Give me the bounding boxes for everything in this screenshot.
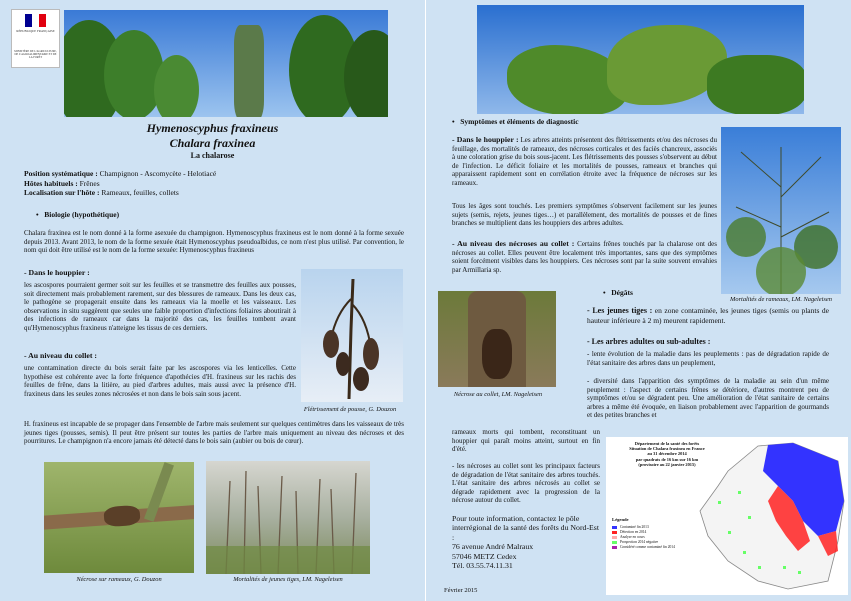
location-value: Rameaux, feuilles, collets bbox=[99, 188, 179, 197]
right-page bbox=[426, 0, 851, 601]
adult-text-1: - lente évolution de la maladie dans les peuplements : pas de dégradation rapide de l'état sanitaire des arbres dans un peuplement, bbox=[587, 350, 829, 367]
right-houppier-text: - Dans le houppier : Les arbres atteints présentent des flétrissements et/ou des nécroses du feuillage, des mortalités de rameaux, des nécroses corticales et des faciès chancreux, associés à une coloration grise du bois sous-jacent. Les flétrissements des pousses s'observent au début de l'infection. Le déficit foliaire et les mortalités de pousses, rameaux et branches qui apparaissent rapidement sont en corrélation étroite avec la fréquence de nécroses sur les rameaux. bbox=[452, 135, 717, 187]
branch-dieback-photo bbox=[721, 127, 841, 294]
legend-swatch-icon bbox=[612, 526, 617, 529]
publication-date: Février 2015 bbox=[444, 587, 478, 594]
left-page bbox=[0, 0, 425, 601]
france-map-icon bbox=[698, 441, 846, 591]
position-label: Position systématique : bbox=[24, 169, 98, 178]
collar-factors-text: - les nécroses au collet sont les principaux facteurs de dégradation de l'état sanitaire des arbres touchés. L'état sanitaire des arbres nécrosés au collet se dégrade rapidement avec la progression de la nécrose autour du collet. bbox=[452, 462, 600, 505]
young-stems-photo bbox=[206, 461, 370, 574]
legend-title: Légende bbox=[612, 517, 629, 522]
chalara-distribution-map bbox=[606, 437, 848, 595]
address-line-1: 76 avenue André Malraux bbox=[452, 542, 534, 552]
phone-number: Tél. 03.55.74.11.31 bbox=[452, 561, 513, 571]
legend-swatch-icon bbox=[612, 536, 617, 539]
map-legend bbox=[612, 525, 702, 550]
adult-trees-heading: - Les arbres adultes ou sub-adultes : bbox=[587, 337, 711, 346]
intro-paragraph: Chalara fraxinea est le nom donné à la forme asexuée du champignon. Hymenoscyphus fraxineus est le nom donné à la forme sexuée depuis 2013. Avant 2013, le nom de la forme sexuée était Hymenoscyphus pseudoalbidus, ce nom n'est plus utilisé. Par convention, le nom qui doit être utilisé est le nom de la forme sexuée: Hymenoscyphus fraxineus bbox=[24, 229, 404, 255]
legend-swatch-icon bbox=[612, 546, 617, 549]
caption-wilted-shoot: Flétrissement de pousse, G. Douzon bbox=[303, 406, 397, 413]
symptoms-heading: • Symptômes et éléments de diagnostic bbox=[452, 117, 579, 126]
hosts-label: Hôtes habituels : bbox=[24, 178, 78, 188]
caption-branch-dieback: Mortalités de rameaux, LM. Nageleisen bbox=[730, 296, 832, 303]
legend-label: Contaminé fin 2013 bbox=[620, 525, 649, 529]
ash-trees-photo bbox=[64, 10, 388, 117]
contact-text: Pour toute information, contactez le pôle interrégional de la santé des forêts du Nord-Est : bbox=[452, 514, 600, 542]
ages-text: Tous les âges sont touchés. Les premiers symptômes s'observent facilement sur les jeunes sujets (semis, rejets, jeunes tiges…) et parallèlement, des mortalités de pousses et de fines branches se multiplient dans les houppiers des arbres adultes. bbox=[452, 202, 717, 228]
twigs-text: rameaux morts qui tombent, reconstituant un houppier qui paraît moins atteint, surtout en fin d'été. bbox=[452, 428, 600, 454]
legend-label: Prospection 2014 négative bbox=[620, 540, 659, 544]
young-stems-text: - Les jeunes tiges : en zone contaminée, les jeunes tiges (semis ou plants de hauteur inférieure à 2 m) meurent rapidement. bbox=[587, 306, 829, 325]
logo-republic-text: RÉPUBLIQUE FRANÇAISE bbox=[16, 29, 55, 33]
address-line-2: 57046 METZ Cedex bbox=[452, 551, 517, 561]
ash-foliage-photo bbox=[477, 5, 804, 114]
position-value: Champignon - Ascomycète - Helotiacé bbox=[97, 169, 217, 178]
left-houppier-heading: - Dans le houppier : bbox=[24, 268, 90, 277]
damage-heading: • Dégâts bbox=[603, 288, 633, 297]
legend-swatch-icon bbox=[612, 541, 617, 544]
legend-label: Détection en 2014 bbox=[620, 530, 647, 534]
french-flag-icon bbox=[25, 14, 46, 27]
location-label: Localisation sur l'hôte : bbox=[24, 188, 100, 197]
contact-block bbox=[452, 514, 600, 570]
taxonomy-block bbox=[24, 169, 404, 198]
legend-item bbox=[612, 545, 702, 550]
ministry-logo bbox=[11, 9, 60, 68]
collar-necrosis-photo bbox=[438, 291, 556, 387]
title-chalara: Chalara fraxinea bbox=[169, 136, 256, 150]
map-title: Département de la santé des forêts Situation de Chalara fraxinea en France au 31 décembre 2014 par quadrats de 16 km sur 16 km (provisoire au 22 janvier 2015) bbox=[629, 441, 705, 467]
legend-label: Considéré comme contaminé fin 2014 bbox=[620, 545, 675, 549]
left-collet-text: une contamination directe du bois serait faite par les ascospores via les lenticelles. Cette hypothèse est cohérente avec la forte fréquence d'apothécies d'H. fraxineus sur les rachis des feuilles de frêne, dans la litière, au pied d'arbres adultes, mais aussi avec la présence d'H. fraxineus dans les seules zones nécrosées et non dans le bois sain sous jacent. bbox=[24, 364, 296, 398]
biology-heading: • Biologie (hypothétique) bbox=[36, 210, 120, 219]
legend-swatch-icon bbox=[612, 531, 617, 534]
title-hymenoscyphus: Hymenoscyphus fraxineus bbox=[146, 121, 279, 135]
caption-collar-necrosis: Nécrose au collet, LM. Nageleisen bbox=[453, 391, 543, 398]
left-houppier-text: les ascospores pourraient germer soit sur les feuilles et se transmettre des feuilles aux pousses, soit directement mais probablement rarement, sur des blessures de rameaux. Dans les deux cas, le pathogène se propagerait ensuite dans les rameaux via la moelle et les vaisseaux. Les observations in situ suggèrent que seules une faible proportion d'infections foliaires aboutirait à des infections de rameaux car dans la majorité des cas, les feuilles tombent avant qu'Hymenoscyphus fraxineus n'atteigne les tissus de ces derniers. bbox=[24, 281, 296, 332]
caption-young-stems: Mortalités de jeunes tiges, LM. Nageleisen bbox=[233, 576, 343, 583]
legend-label: Analyse en cours bbox=[620, 535, 645, 539]
wilted-shoot-photo bbox=[301, 269, 403, 402]
right-necroses-text: - Au niveau des nécroses au collet : Certains frênes touchés par la chalarose ont des nécroses au collet. Elles peuvent être localement très importantes, sans que des symptômes soient forcément visibles dans les houppiers. Ces nécroses sont par la suite souvent envahies par Armillaria sp. bbox=[452, 239, 717, 274]
logo-ministry-text: MINISTÈRE DE L'AGRICULTURE, DE L'AGROALIMENTAIRE ET DE LA FORÊT bbox=[14, 50, 57, 60]
title-chalarose: La chalarose bbox=[190, 151, 235, 160]
hosts-value: Frênes bbox=[77, 178, 100, 188]
twig-necrosis-photo bbox=[44, 462, 194, 573]
left-final-text: H. fraxineus est incapable de se propager dans l'ensemble de l'arbre mais seulement sur quelques centimètres dans les vaisseaux de très jeunes tiges (pousses, semis). Il peut être présent sur toutes les parties de l'arbre mais uniquement au niveau des nécroses et des pourritures. Le champignon n'a encore jamais été détecté dans le bois sain (aubier ou bois de cœur). bbox=[24, 420, 404, 446]
left-collet-heading: - Au niveau du collet : bbox=[24, 351, 97, 360]
adult-text-2: - diversité dans l'apparition des symptômes de la maladie au sein d'un même peuplement : l'aspect de certains frênes se détériore, d'autres montrent peu de symptômes et/ou se dégradent peu. Une amélioration de l'état sanitaire de certains arbres a même été évoquée, en liaison probablement avec l'apparition de gourmands et des petites branches et bbox=[587, 377, 829, 420]
caption-twig-necrosis: Nécrose sur rameaux, G. Douzon bbox=[76, 576, 162, 583]
